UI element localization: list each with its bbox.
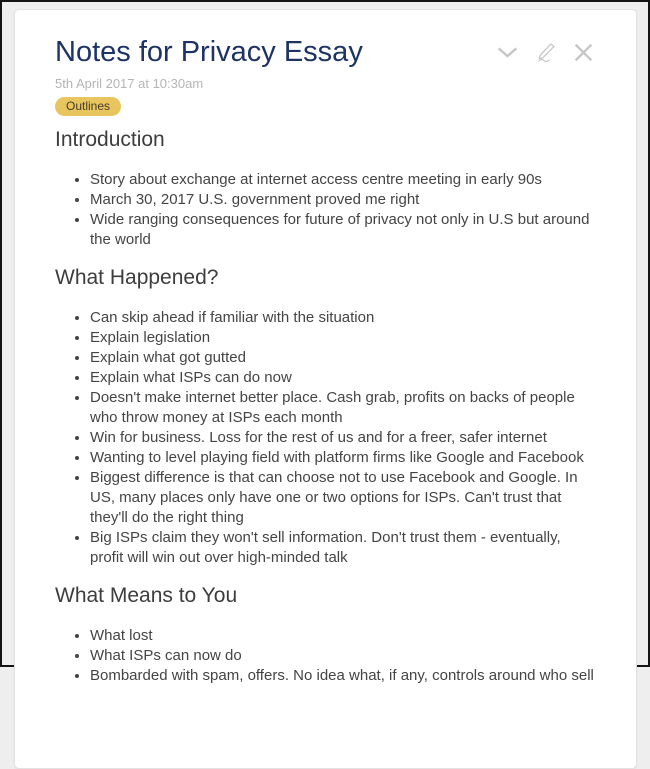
bullet-item: • Explain what ISPs can do now — [90, 368, 596, 388]
bullet-item: • Story about exchange at internet access centre meeting in early 90s — [90, 170, 596, 190]
bullet-item: • Can skip ahead if familiar with the situation — [90, 308, 596, 328]
bullet-item: • March 30, 2017 U.S. government proved me right — [90, 190, 596, 210]
note-section — [55, 583, 596, 686]
note-header — [55, 36, 596, 68]
bullet-item: • Big ISPs claim they won't sell information. Don't trust them - eventually, profit will win out over high-minded talk — [90, 528, 596, 568]
collapse-button[interactable] — [495, 40, 520, 65]
bullet-list — [55, 170, 596, 250]
close-icon — [571, 53, 596, 68]
note-section — [55, 265, 596, 568]
bullet-item: • Bombarded with spam, offers. No idea what, if any, controls around who sell — [90, 666, 596, 686]
section-heading: What Happened? — [55, 266, 219, 289]
note-section — [55, 127, 596, 250]
note-card — [14, 9, 637, 769]
bullet-item: • Win for business. Loss for the rest of us and for a freer, safer internet — [90, 428, 596, 448]
tag-row — [55, 97, 596, 116]
chevron-down-icon — [495, 53, 520, 68]
section-heading: Introduction — [55, 128, 165, 151]
edit-button[interactable] — [533, 40, 558, 65]
close-button[interactable] — [571, 40, 596, 65]
section-heading: What Means to You — [55, 584, 238, 607]
bullet-item: • What ISPs can now do — [90, 646, 596, 666]
bullet-item: • Explain legislation — [90, 328, 596, 348]
bullet-item: • Wide ranging consequences for future of privacy not only in U.S but around the world — [90, 210, 596, 250]
bullet-list — [55, 308, 596, 568]
note-date: 5th April 2017 at 10:30am — [55, 76, 204, 91]
bullet-list — [55, 626, 596, 686]
bullet-item: • Wanting to level playing field with platform firms like Google and Facebook — [90, 448, 596, 468]
tag-pill[interactable]: Outlines — [55, 97, 121, 116]
note-actions — [482, 40, 596, 65]
note-body — [55, 127, 596, 686]
bullet-item: • Explain what got gutted — [90, 348, 596, 368]
pencil-icon — [533, 53, 558, 68]
bullet-item: • Doesn't make internet better place. Cash grab, profits on backs of people who throw money at ISPs each month — [90, 388, 596, 428]
bullet-item: • What lost — [90, 626, 596, 646]
note-title: Notes for Privacy Essay — [55, 36, 363, 68]
bullet-item: • Biggest difference is that can choose not to use Facebook and Google. In US, many places only have one or two options for ISPs. Can't trust that they'll do the right thing — [90, 468, 596, 528]
